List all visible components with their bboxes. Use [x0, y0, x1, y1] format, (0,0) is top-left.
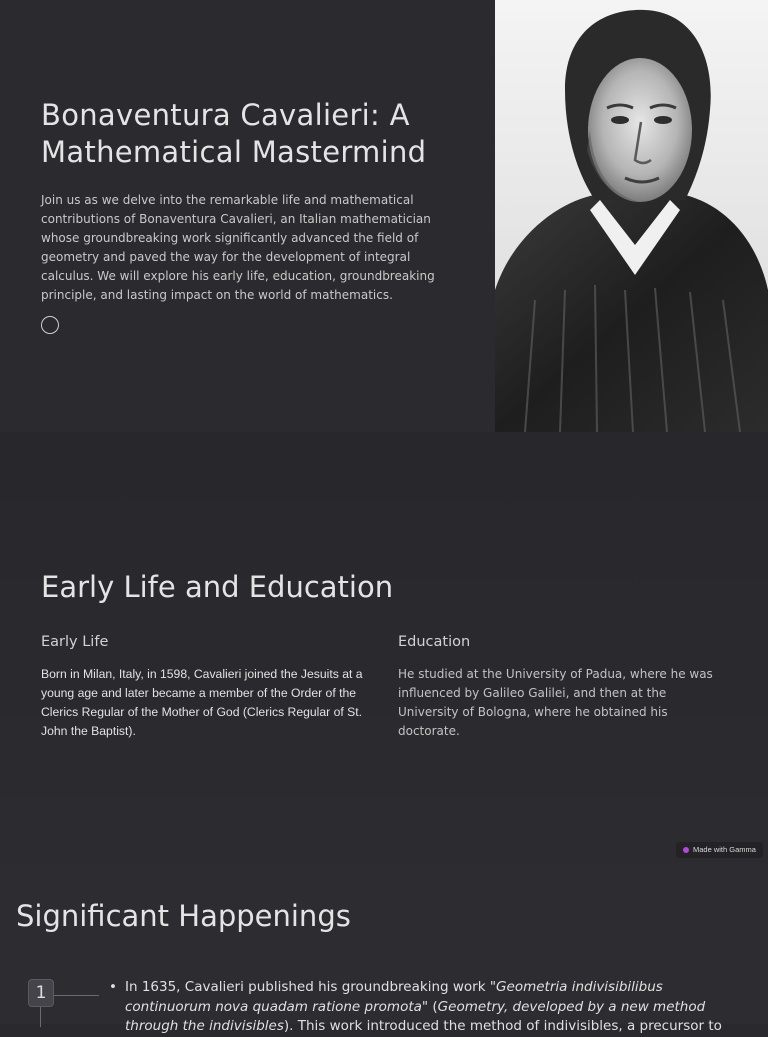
book-translation: Geometry, developed by a new method through the indivisibles	[125, 998, 706, 1034]
education-column	[398, 632, 728, 741]
title-slide	[0, 0, 768, 432]
bullet-text-part: " (	[421, 998, 438, 1015]
intro-paragraph: Join us as we delve into the remarkable life and mathematical contributions of Bonaventura Cavalieri, an Italian mathematician whose groundbreaking work significantly advanced the field of geometry and paved the way for the development of integral calculus. We will explore his early life, education, groundbreaking principle, and lasting impact on the world of mathematics.	[41, 193, 435, 302]
step-number-badge: 1	[28, 979, 54, 1007]
timeline-connector	[54, 995, 99, 996]
circle-loader-icon	[41, 316, 59, 334]
early-life-text: Born in Milan, Italy, in 1598, Cavalieri joined the Jesuits at a young age and later became a member of the Order of the Clerics Regular of the Mother of God (Clerics Regular of St. John the Baptist).	[41, 667, 363, 738]
page-title: Bonaventura Cavalieri: A Mathematical Mastermind	[41, 98, 427, 169]
early-life-column	[41, 632, 371, 741]
section-title: Significant Happenings	[16, 899, 351, 933]
gamma-logo-icon	[683, 847, 689, 853]
significant-happenings-slide	[0, 864, 768, 1034]
portrait-image	[495, 0, 768, 432]
bullet-text-part: ). This work introduced the method of indivisibles, a precursor to	[283, 1018, 722, 1034]
badge-label: Made with Gamma	[693, 845, 756, 854]
early-life-slide	[0, 432, 768, 864]
early-life-heading: Early Life	[41, 634, 109, 650]
bullet-icon: •	[109, 979, 117, 995]
timeline-connector	[40, 1007, 41, 1027]
bullet-text	[125, 978, 725, 1037]
education-text: He studied at the University of Padua, where he was influenced by Galileo Galilei, and then at the University of Bologna, where he obtained his doctorate.	[398, 667, 713, 738]
book-title: Geometria indivisibilibus continuorum nova quadam ratione promota	[125, 979, 663, 1015]
section-title: Early Life and Education	[41, 570, 394, 604]
bullet-text-part: In 1635, Cavalieri published his groundbreaking work "	[125, 979, 497, 995]
education-heading: Education	[398, 634, 471, 650]
made-with-gamma-badge[interactable]	[676, 842, 763, 858]
